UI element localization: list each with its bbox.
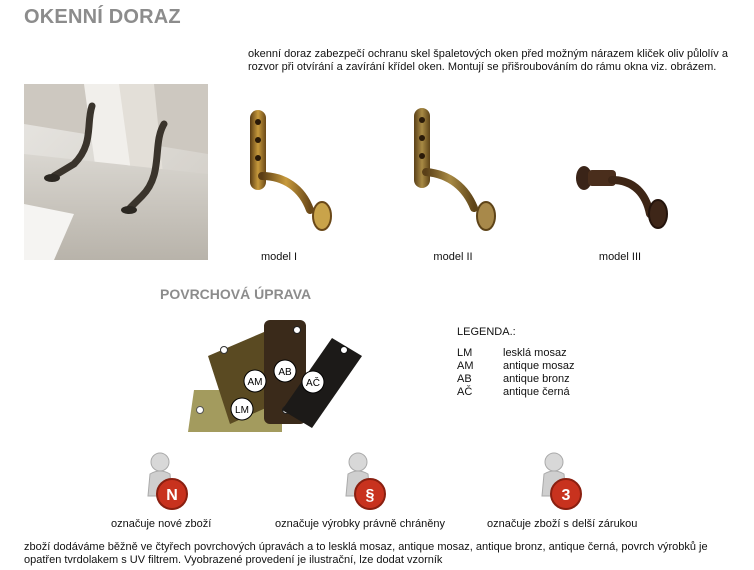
legend-name: antique černá	[503, 386, 570, 398]
legend-code: AČ	[457, 386, 473, 398]
extended-warranty-badge-icon	[540, 452, 584, 510]
badge-label-new: označuje nové zboží	[111, 518, 212, 530]
surface-finish-heading: POVRCHOVÁ ÚPRAVA	[160, 286, 312, 302]
finish-swatches	[186, 318, 366, 436]
product-description: okenní doraz zabezpečí ochranu skel špaletových oken před možným nárazem kliček oliv půlolív a rozvor při otvírání a zavírání křídel oken. Montují se přišroubováním do rámu okna viz. obrázem.	[248, 48, 728, 73]
model-ii-label: model II	[433, 251, 473, 263]
swatch-text-ac: AČ	[306, 378, 320, 389]
badge-symbol-3: 3	[561, 487, 571, 504]
badge-label-warranty: označuje zboží s delší zárukou	[487, 518, 638, 530]
legend-row	[457, 373, 575, 386]
swatch-label-ab	[274, 360, 296, 382]
swatch-text-am: AM	[247, 377, 263, 388]
swatch-label-ac	[302, 371, 324, 393]
swatch-label-lm	[231, 398, 253, 420]
legend-name: antique bronz	[503, 373, 570, 385]
legend-name: lesklá mosaz	[503, 347, 567, 359]
legend-code: AB	[457, 373, 472, 385]
swatch-label-am	[244, 370, 266, 392]
footer-note: zboží dodáváme běžně ve čtyřech povrchových úpravách a to lesklá mosaz, antique mosaz, antique bronz, antique černá, povrch výrobků je opatřen tvrdolakem s UV filtrem. Vyobrazené provedení je ilustrační, lze dodat vzorník	[24, 541, 708, 566]
legend-row	[457, 386, 575, 399]
model-iii-label: model III	[598, 251, 642, 263]
badge-symbol-paragraph: §	[365, 487, 375, 504]
model-i-hook-image	[244, 106, 336, 236]
legend-row	[457, 347, 575, 360]
model-i-label: model I	[260, 251, 298, 263]
legend-title: LEGENDA.:	[457, 326, 516, 338]
badge-label-legal: označuje výrobky právně chráněny	[275, 518, 445, 530]
legend-code: LM	[457, 347, 473, 359]
swatch-text-lm: LM	[235, 405, 249, 416]
legend-name: antique mosaz	[503, 360, 575, 372]
legal-protection-badge-icon	[344, 452, 388, 510]
legend-code: AM	[457, 360, 474, 372]
new-product-badge-icon	[146, 452, 190, 510]
legend	[457, 347, 575, 399]
badge-symbol-n: N	[166, 487, 178, 504]
legend-row	[457, 360, 575, 373]
installation-photo	[24, 84, 208, 260]
model-iii-hook-image	[574, 158, 674, 238]
page-title: OKENNÍ DORAZ	[24, 6, 181, 28]
model-ii-hook-image	[408, 104, 500, 234]
swatch-text-ab: AB	[278, 367, 292, 378]
